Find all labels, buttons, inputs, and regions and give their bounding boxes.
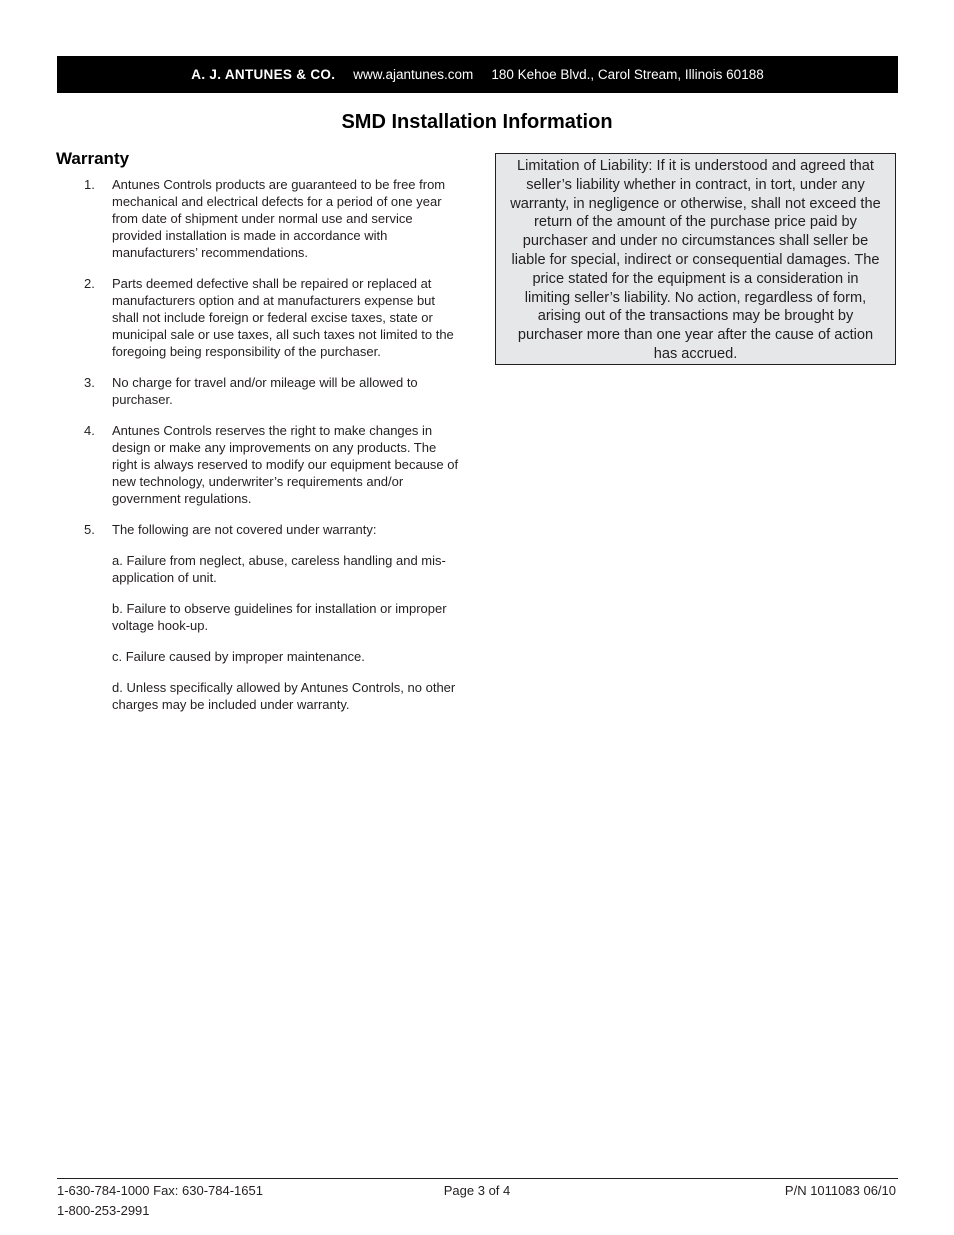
warranty-item: [84, 521, 464, 538]
item-text: Antunes Controls reserves the right to make changes in design or make any improvements on any products. The right is always reserved to modify our equipment because of new technology, underwriter’s requirements and/or government regulations.: [112, 423, 459, 506]
warranty-item: [84, 422, 464, 507]
warranty-exclusion: c. Failure caused by improper maintenance.: [112, 649, 365, 664]
warranty-list: [84, 176, 464, 727]
footer-divider: [57, 1178, 898, 1179]
footer-phone-fax: 1-630-784-1000 Fax: 630-784-1651: [57, 1183, 263, 1198]
item-text: No charge for travel and/or mileage will be allowed to purchaser.: [112, 375, 418, 407]
item-number: 1.: [84, 177, 95, 192]
warranty-item: [84, 275, 464, 360]
warranty-heading: Warranty: [56, 149, 130, 168]
warranty-item: [84, 176, 464, 261]
page-title: SMD Installation Information: [341, 111, 613, 133]
item-text: Parts deemed defective shall be repaired or replaced at manufacturers option and at manufacturers expense but shall not include foreign or federal excise taxes, state or municipal sale or use taxes, all such taxes not limited to the foregoing being responsibility of the purchaser.: [112, 276, 454, 359]
item-number: 5.: [84, 522, 95, 537]
item-number: 3.: [84, 375, 95, 390]
header-bar: [57, 56, 898, 93]
company-website: www.ajantunes.com: [353, 67, 474, 82]
item-number: 4.: [84, 423, 95, 438]
warranty-item: [84, 374, 464, 408]
item-text: The following are not covered under warranty:: [112, 522, 377, 537]
warranty-exclusion: d. Unless specifically allowed by Antunes Controls, no other charges may be included under warranty.: [112, 680, 456, 712]
item-number: 2.: [84, 276, 95, 291]
footer-toll-free: 1-800-253-2991: [57, 1203, 150, 1218]
company-name: A. J. ANTUNES & CO.: [191, 67, 336, 82]
limitation-of-liability-box: Limitation of Liability: If it is understood and agreed that seller’s liability whether in contract, in tort, under any warranty, in negligence or otherwise, shall not exceed the return of the amount of the purchase price paid by purchaser and under no circumstances shall seller be liable for special, indirect or consequential damages. The price stated for the equipment is a consideration in limiting seller’s liability. No action, regardless of form, arising out of the transactions may be brought by purchaser more than one year after the cause of action has accrued.: [495, 153, 896, 365]
footer-page-number: Page 3 of 4: [443, 1183, 511, 1198]
company-address: 180 Kehoe Blvd., Carol Stream, Illinois 60188: [491, 67, 764, 82]
warranty-exclusion: b. Failure to observe guidelines for installation or improper voltage hook-up.: [112, 601, 447, 633]
warranty-exclusion: a. Failure from neglect, abuse, careless handling and mis-application of unit.: [112, 553, 446, 585]
item-text: Antunes Controls products are guaranteed to be free from mechanical and electrical defects for a period of one year from date of shipment under normal use and service provided installation is made in accordance with manufacturers’ recommendations.: [112, 177, 446, 260]
footer-part-number: P/N 1011083 06/10: [784, 1183, 896, 1198]
